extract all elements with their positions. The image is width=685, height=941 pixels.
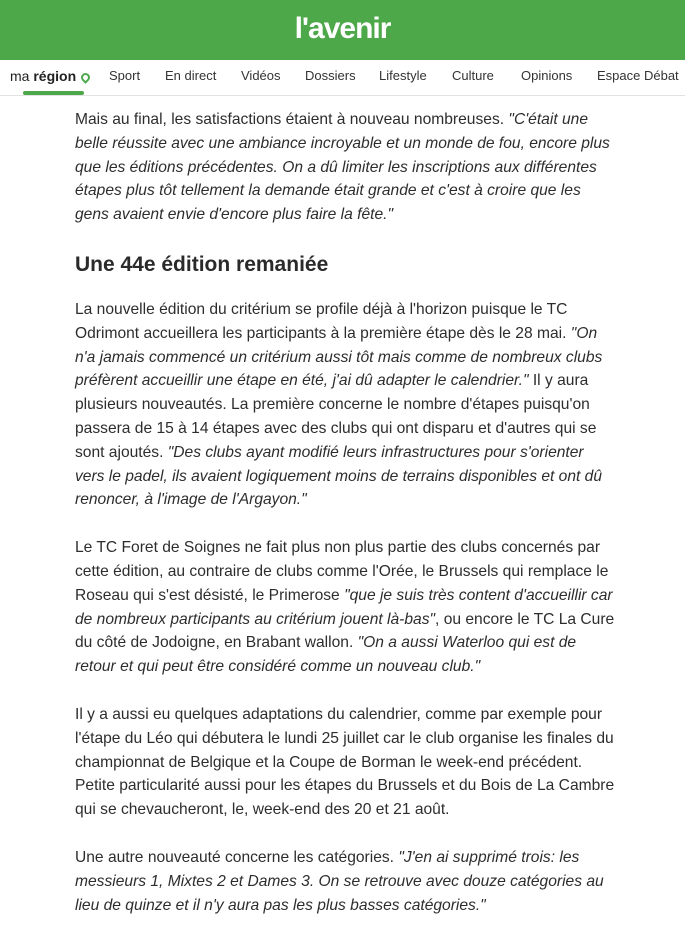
quote: "Des clubs ayant modifié leurs infrastructures pour s'orienter vers le padel, ils avaient logiquement moins de terrains disponibles et ont dû renoncer, à l'image de l'Argayon." [75, 443, 603, 509]
paragraph: Il y a aussi eu quelques adaptations du calendrier, comme par exemple pour l'étape du Léo qui débutera le lundi 25 juillet car le club organise les finales du championnat de Belgique et la Coupe de Borman le week-end précédent. Petite particularité aussi pour les étapes du Brussels et du Bois de La Cambre qui se chevaucheront, le, week-end des 20 et 21 août. [75, 705, 615, 819]
quote: "que je suis très content d'accueillir car de nombreux participants au critérium jouent là-bas" [75, 586, 613, 628]
section-heading: Une 44e édition remaniée [75, 252, 329, 276]
header-bar [0, 0, 685, 60]
nav-item-culture[interactable]: Culture [452, 68, 494, 83]
paragraph [75, 108, 615, 227]
nav-item-videos[interactable]: Vidéos [241, 68, 281, 83]
paragraph-text: Une autre nouveauté concerne les catégories. [75, 848, 399, 866]
paragraph-text: Il y aura plusieurs nouveautés. La première concerne le nombre d'étapes puisqu'on passera de 15 à 14 étapes avec des clubs qui ont disparu et d'autres qui se sont ajoutés. [75, 372, 597, 461]
quote: "On a aussi Waterloo qui est de retour et qui peut être considéré comme un nouveau club." [75, 634, 577, 676]
nav-item-ma-region[interactable] [10, 67, 91, 85]
nav-item-dossiers[interactable]: Dossiers [305, 68, 356, 83]
quote: "J'en ai supprimé trois: les messieurs 1, Mixtes 2 et Dames 3. On se retrouve avec douze catégories au lieu de quinze et il n'y aura pas les plus basses catégories." [75, 848, 604, 914]
quote: "On n'a jamais commencé un critérium aussi tôt mais comme de nombreux clubs préfèrent accueillir une étape en été, j'ai dû adapter le calendrier." [75, 324, 603, 390]
article-body [75, 108, 615, 941]
region-prefix: ma [10, 68, 30, 84]
paragraph [75, 536, 615, 679]
region-label: région [33, 68, 77, 84]
site-logo[interactable]: l'avenir [294, 12, 391, 45]
paragraph [75, 298, 615, 512]
paragraph-text: Mais au final, les satisfactions étaient à nouveau nombreuses. [75, 111, 509, 128]
nav-item-opinions[interactable]: Opinions [521, 68, 573, 83]
location-pin-icon [79, 71, 92, 84]
paragraph-text: Le TC Foret de Soignes ne fait plus non plus partie des clubs concernés par cette édition, au contraire de clubs comme l'Orée, le Brussels qui remplace le Roseau qui s'est désisté, le Primerose [75, 539, 609, 604]
quote: "C'était une belle réussite avec une ambiance incroyable et un monde de fou, encore plus que les éditions précédentes. On a dû limiter les inscriptions aux différentes étapes plus tôt tellement la demande était grande et c'est à croire que les gens avaient envie d'encore plus faire la fête." [75, 111, 610, 224]
paragraph-text: , ou encore le TC La Cure du côté de Jodoigne, en Brabant wallon. [75, 610, 615, 652]
nav-item-sport[interactable]: Sport [109, 68, 141, 83]
main-nav [0, 60, 685, 96]
nav-item-espace-debat[interactable]: Espace Débat [597, 68, 679, 83]
active-nav-indicator [23, 91, 84, 95]
paragraph-text: La nouvelle édition du critérium se profile déjà à l'horizon puisque le TC Odrimont accueillera les participants à la première étape dès le 28 mai. [75, 300, 571, 342]
nav-item-en-direct[interactable]: En direct [165, 68, 217, 83]
paragraph [75, 846, 615, 917]
nav-item-lifestyle[interactable]: Lifestyle [379, 68, 427, 83]
